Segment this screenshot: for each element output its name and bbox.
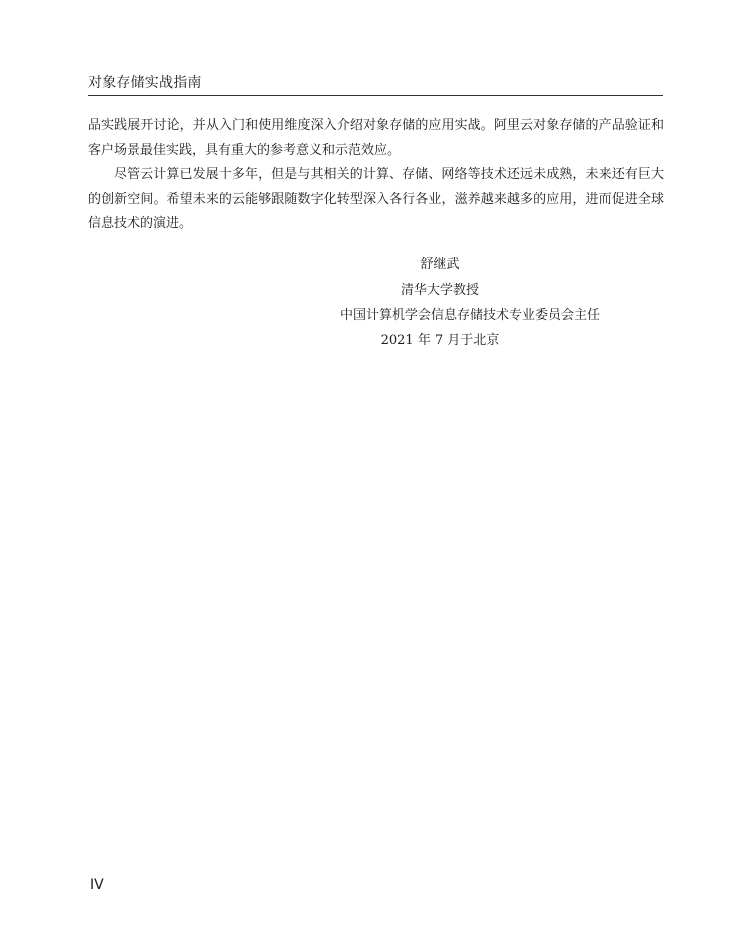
header-rule — [88, 95, 663, 96]
page-number: IV — [90, 877, 104, 893]
running-header: 对象存储实战指南 — [88, 75, 202, 91]
signature-title: 清华大学教授 — [400, 283, 479, 298]
signature-name: 舒继武 — [420, 257, 460, 272]
signature-position: 中国计算机学会信息存储技术专业委员会主任 — [339, 308, 600, 323]
paragraph: 尽管云计算已发展十多年，但是与其相关的计算、存储、网络等技术还远未成熟，未来还有巨大的创新空间。希望未来的云能够跟随数字化转型深入各行各业，滋养越来越多的应用，进而促进全球信息技术的演进。 — [88, 167, 664, 231]
body-text — [88, 114, 664, 237]
signature-date: 2021 年 7 月于北京 — [380, 333, 500, 348]
paragraph: 品实践展开讨论，并从入门和使用维度深入介绍对象存储的应用实战。阿里云对象存储的产品验证和客户场景最佳实践，具有重大的参考意义和示范效应。 — [88, 118, 664, 158]
